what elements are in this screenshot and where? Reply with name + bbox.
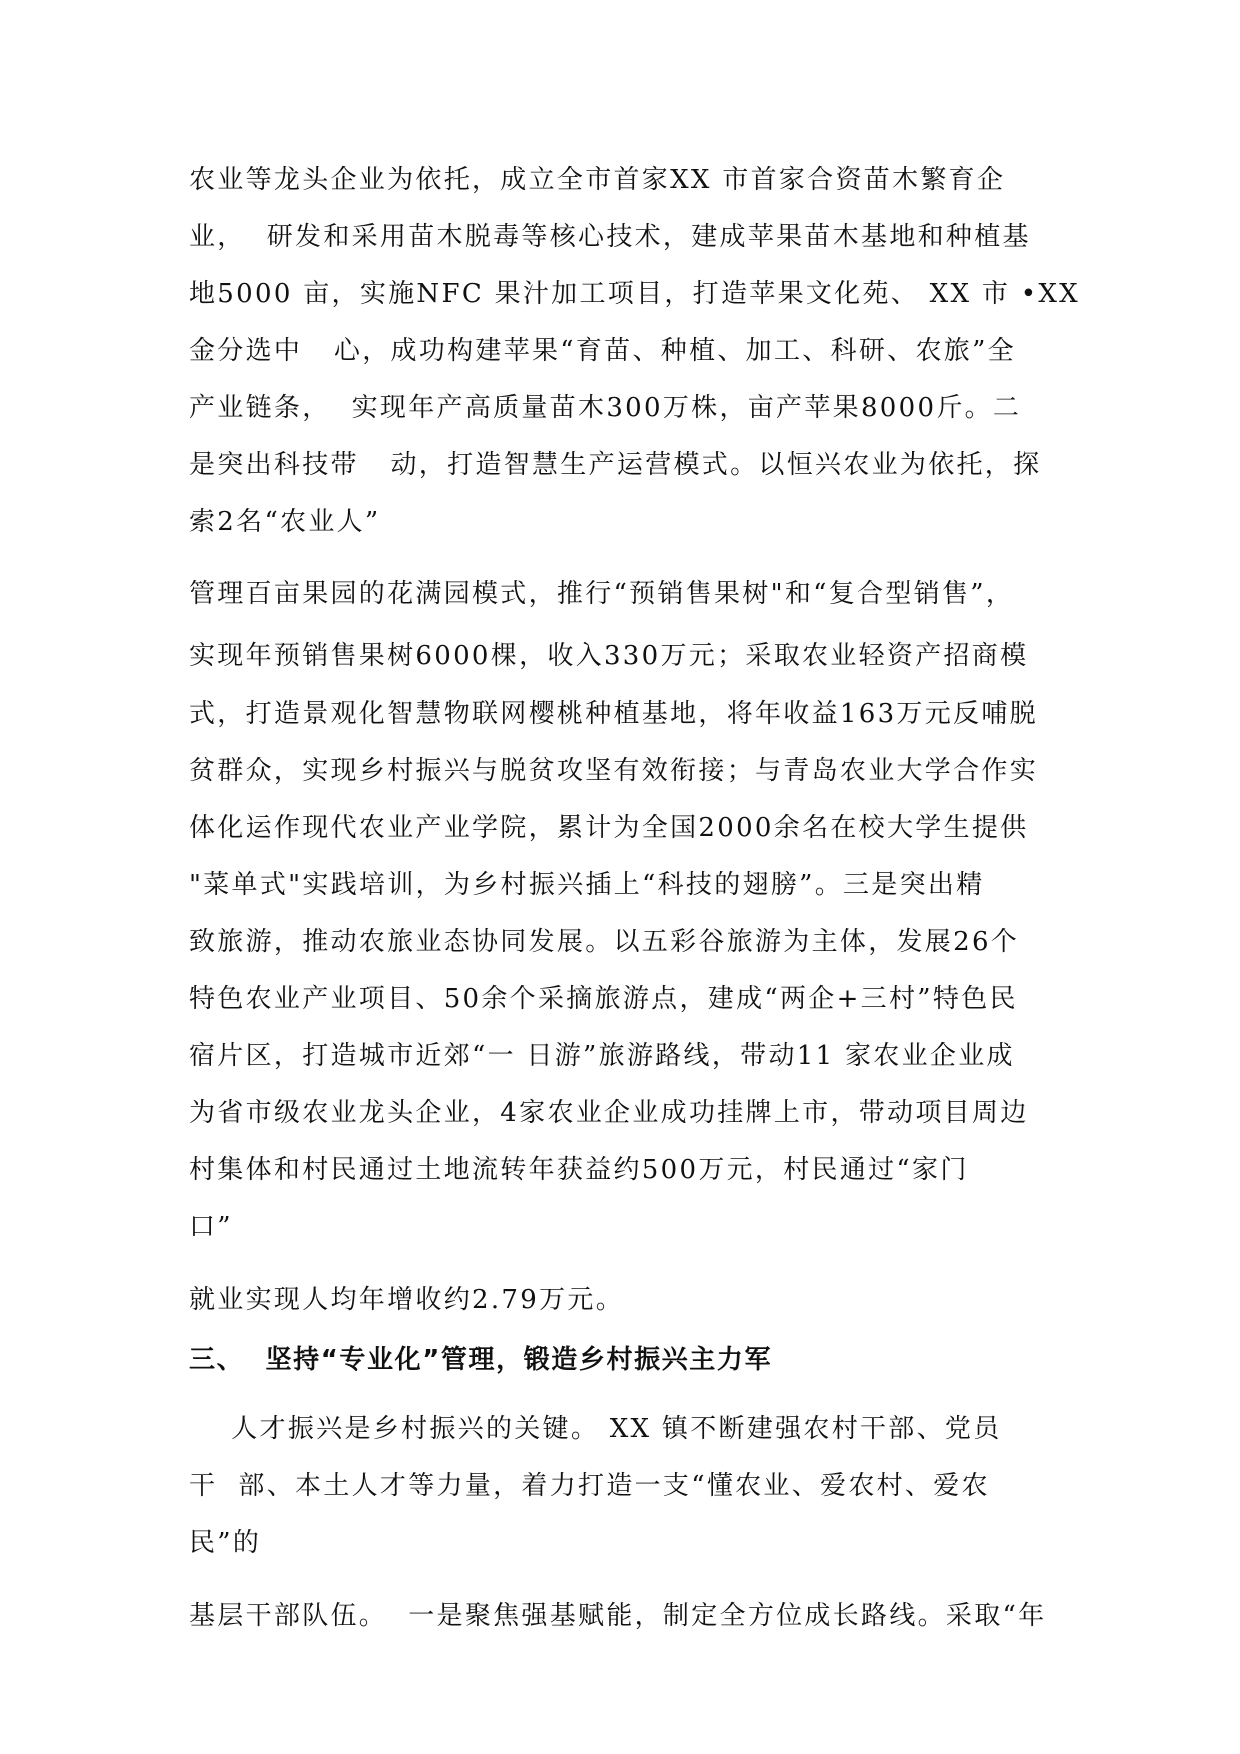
body-line: 业， 研发和采用苗木脱毒等核心技术，建成苹果苗木基地和种植基 — [189, 222, 1031, 252]
body-line: 是突出科技带 动，打造智慧生产运营模式。以恒兴农业为依托，探 — [189, 450, 1042, 480]
body-line: 农业等龙头企业为依托，成立全市首家XX 市首家合资苗木繁育企 — [189, 165, 1006, 195]
body-line: 村集体和村民通过土地流转年获益约500万元，村民通过“家门 — [189, 1155, 969, 1185]
body-line: 管理百亩果园的花满园模式，推行“预销售果树"和“复合型销售”， — [189, 579, 1015, 609]
body-line: "菜单式"实践培训，为乡村振兴插上“科技的翅膀”。三是突出精 — [189, 870, 985, 900]
body-line: 就业实现人均年增收约2.79万元。 — [189, 1285, 624, 1315]
body-line: 干 部、本土人才等力量，着力打造一支“懂农业、爱农村、爱农 — [189, 1471, 990, 1501]
body-line: 索2名“农业人” — [189, 507, 381, 537]
body-line: 金分选中 心，成功构建苹果“育苗、种植、加工、科研、农旅”全 — [189, 336, 1016, 366]
body-line: 特色农业产业项目、50余个采摘旅游点，建成“两企+三村”特色民 — [189, 984, 1018, 1014]
body-line: 为省市级农业龙头企业，4家农业企业成功挂牌上市，带动项目周边 — [189, 1098, 1029, 1128]
body-line: 口” — [189, 1212, 233, 1242]
body-line: 式，打造景观化智慧物联网樱桃种植基地，将年收益163万元反哺脱 — [189, 699, 1038, 729]
section-heading: 三、 坚持“专业化”管理，锻造乡村振兴主力军 — [189, 1345, 773, 1375]
body-line: 人才振兴是乡村振兴的关键。 XX 镇不断建强农村干部、党员 — [189, 1414, 1002, 1444]
body-line: 实现年预销售果树6000棵，收入330万元；采取农业轻资产招商模 — [189, 641, 1029, 671]
body-line: 产业链条， 实现年产高质量苗木300万株，亩产苹果8000斤。二 — [189, 393, 1022, 423]
body-line: 致旅游，推动农旅业态协同发展。以五彩谷旅游为主体，发展26个 — [189, 927, 1020, 957]
body-line: 宿片区，打造城市近郊“一 日游”旅游路线，带动11 家农业企业成 — [189, 1041, 1015, 1071]
body-line: 体化运作现代农业产业学院，累计为全国2000余名在校大学生提供 — [189, 813, 1029, 843]
body-line: 地5000 亩，实施NFC 果汁加工项目，打造苹果文化苑、 XX 市 •XX — [189, 279, 1080, 309]
body-line: 民”的 — [189, 1528, 262, 1558]
body-line: 基层干部队伍。 一是聚焦强基赋能，制定全方位成长路线。采取“年 — [189, 1601, 1047, 1631]
body-line: 贫群众，实现乡村振兴与脱贫攻坚有效衔接；与青岛农业大学合作实 — [189, 756, 1039, 786]
